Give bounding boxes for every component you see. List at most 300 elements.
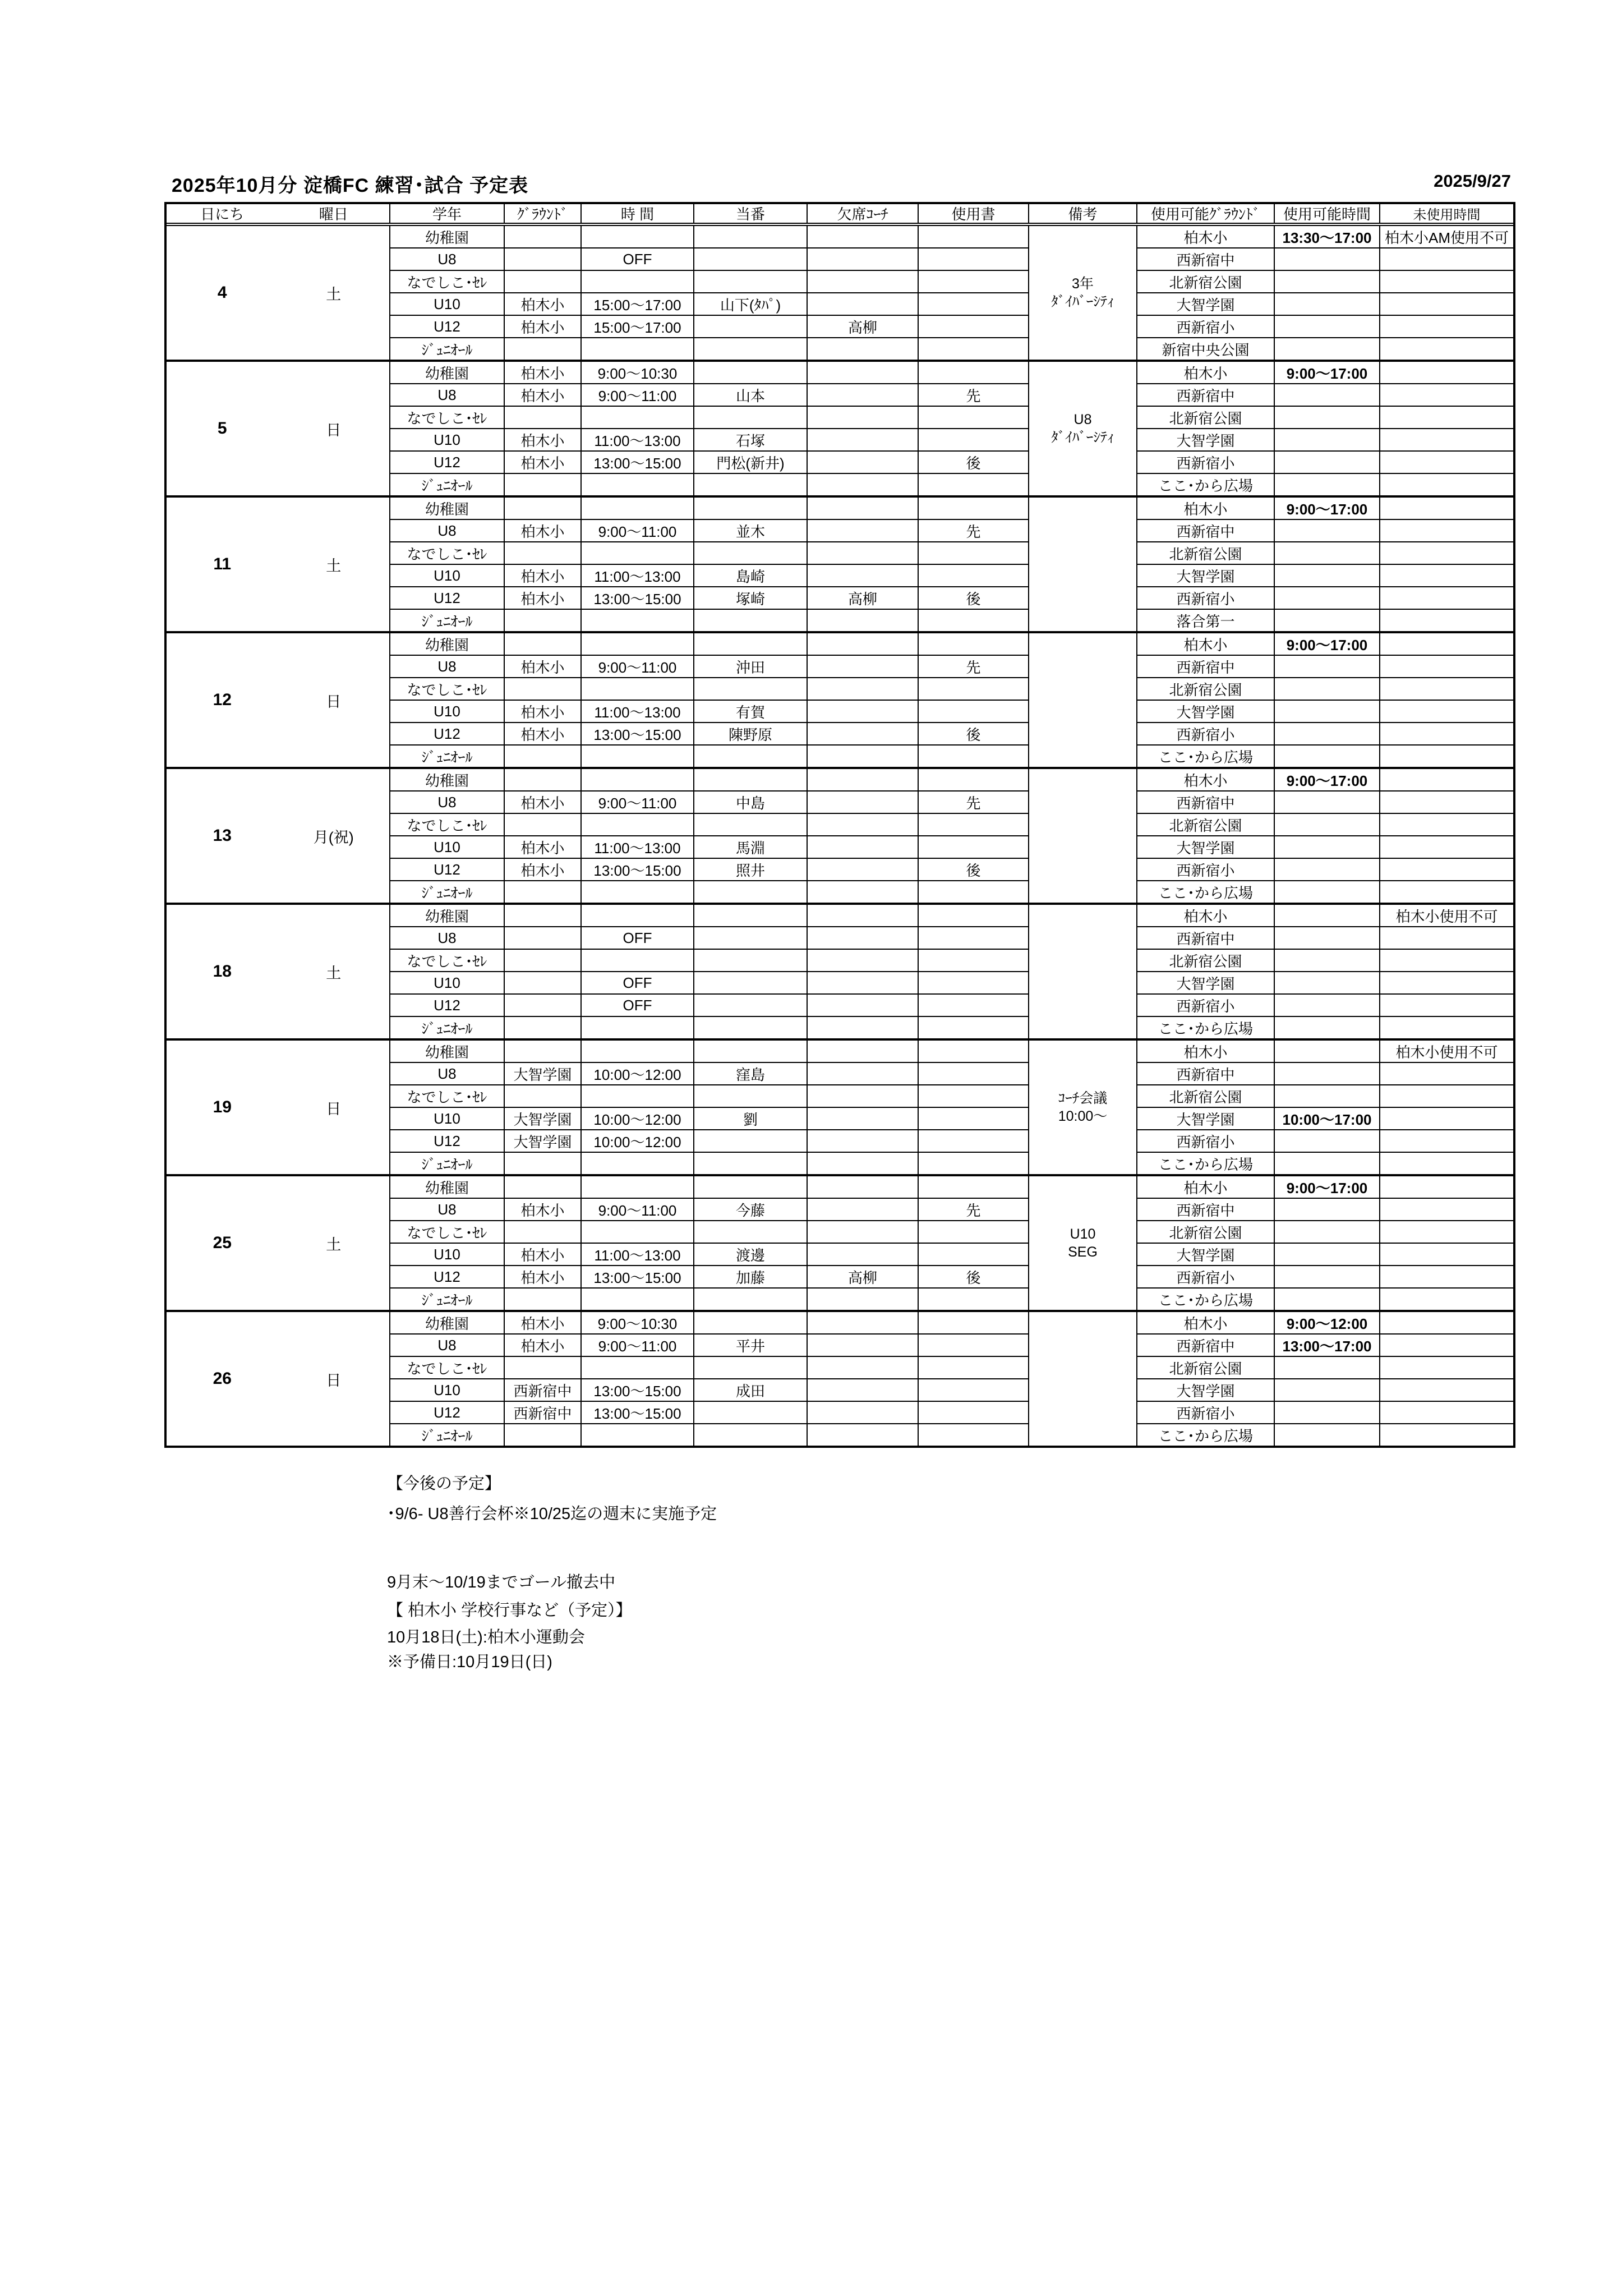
grade-cell: U10 xyxy=(389,293,504,315)
ground-cell xyxy=(504,474,580,495)
grade-cell: なでしこ･ｾﾚ xyxy=(389,542,504,564)
available-time-cell xyxy=(1274,520,1379,541)
schedule-row xyxy=(389,677,1028,700)
grade-cell: 幼稚園 xyxy=(389,633,504,655)
header-date-area xyxy=(167,204,389,223)
duty-cell: 照井 xyxy=(693,859,807,880)
duty-cell xyxy=(693,1130,807,1152)
absent-coach-cell xyxy=(807,407,918,428)
duty-cell xyxy=(693,769,807,790)
time-cell xyxy=(580,1085,693,1107)
available-time-cell xyxy=(1274,1199,1379,1220)
available-ground-cell: 大智学園 xyxy=(1136,1379,1274,1401)
duty-cell: 平井 xyxy=(693,1335,807,1356)
absent-coach-cell xyxy=(807,429,918,450)
revision-date: 2025/9/27 xyxy=(1434,171,1511,191)
absent-coach-cell xyxy=(807,769,918,790)
ground-cell xyxy=(504,610,580,631)
availability-row xyxy=(1136,473,1513,495)
time-cell: 9:00～10:30 xyxy=(580,362,693,383)
date-number: 25 xyxy=(213,1234,232,1252)
time-cell: 13:00～15:00 xyxy=(580,1379,693,1401)
schedule-row xyxy=(389,633,1028,655)
grade-cell: なでしこ･ｾﾚ xyxy=(389,271,504,292)
available-time-cell xyxy=(1274,950,1379,971)
absent-coach-cell xyxy=(807,972,918,993)
usage-doc-cell: 先 xyxy=(918,656,1028,677)
duty-cell xyxy=(693,226,807,247)
note-school-event: 10月18日(土):柏木小運動会 xyxy=(387,1628,585,1646)
grade-cell: U12 xyxy=(389,1266,504,1287)
absent-coach-cell xyxy=(807,1017,918,1038)
grade-cell: U10 xyxy=(389,1379,504,1401)
unused-time-cell: 柏木小使用不可 xyxy=(1379,905,1513,926)
usage-doc-cell xyxy=(918,1176,1028,1198)
duty-cell xyxy=(693,316,807,337)
schedule-row xyxy=(389,247,1028,270)
ground-cell xyxy=(504,1041,580,1062)
schedule-day-group xyxy=(167,1174,1513,1310)
absent-coach-cell xyxy=(807,1424,918,1446)
usage-doc-cell xyxy=(918,950,1028,971)
schedule-row xyxy=(389,1016,1028,1038)
time-cell: OFF xyxy=(580,249,693,270)
usage-doc-cell: 先 xyxy=(918,384,1028,406)
grade-cell: ｼﾞｭﾆｵｰﾙ xyxy=(389,1017,504,1038)
availability-row xyxy=(1136,586,1513,609)
absent-coach-cell xyxy=(807,384,918,406)
duty-cell xyxy=(693,1085,807,1107)
ground-cell: 大智学園 xyxy=(504,1063,580,1084)
date-cell xyxy=(167,226,389,360)
unused-time-cell xyxy=(1379,316,1513,337)
grade-cell: U12 xyxy=(389,723,504,744)
schedule-day-group xyxy=(167,360,1513,495)
usage-doc-cell xyxy=(918,1312,1028,1333)
schedule-row xyxy=(389,1287,1028,1310)
schedule-row xyxy=(389,406,1028,428)
unused-time-cell xyxy=(1379,249,1513,270)
usage-doc-cell xyxy=(918,1357,1028,1378)
unused-time-cell xyxy=(1379,338,1513,360)
available-ground-cell: 大智学園 xyxy=(1136,429,1274,450)
grade-cell: U8 xyxy=(389,1199,504,1220)
time-cell: 11:00～13:00 xyxy=(580,429,693,450)
ground-cell: 柏木小 xyxy=(504,701,580,722)
available-ground-cell: 西新宿小 xyxy=(1136,316,1274,337)
time-cell xyxy=(580,881,693,903)
remarks-line: 10:00～ xyxy=(1058,1108,1108,1124)
table-header-row xyxy=(167,204,1513,226)
unused-time-cell xyxy=(1379,407,1513,428)
header-time: 時 間 xyxy=(580,204,693,223)
absent-coach-cell xyxy=(807,338,918,360)
grade-cell: U8 xyxy=(389,792,504,813)
time-cell: 10:00～12:00 xyxy=(580,1130,693,1152)
unused-time-cell xyxy=(1379,1221,1513,1243)
header-remarks: 備考 xyxy=(1028,204,1136,223)
absent-coach-cell xyxy=(807,474,918,495)
usage-doc-cell: 先 xyxy=(918,1199,1028,1220)
grade-cell: なでしこ･ｾﾚ xyxy=(389,950,504,971)
time-cell: 9:00～11:00 xyxy=(580,1335,693,1356)
absent-coach-cell xyxy=(807,498,918,519)
schedule-row xyxy=(389,498,1028,519)
available-time-cell xyxy=(1274,249,1379,270)
schedule-row xyxy=(389,270,1028,292)
absent-coach-cell xyxy=(807,633,918,655)
remarks-line: U8 xyxy=(1073,411,1092,427)
unused-time-cell xyxy=(1379,384,1513,406)
absent-coach-cell xyxy=(807,905,918,926)
unused-time-cell xyxy=(1379,1017,1513,1038)
unused-time-cell xyxy=(1379,542,1513,564)
availability-row xyxy=(1136,1401,1513,1423)
schedule-day-group xyxy=(167,1310,1513,1446)
grade-cell: なでしこ･ｾﾚ xyxy=(389,1221,504,1243)
time-cell xyxy=(580,610,693,631)
schedule-row xyxy=(389,1129,1028,1152)
schedule-row xyxy=(389,362,1028,383)
remarks-cell xyxy=(1028,1312,1136,1446)
ground-cell xyxy=(504,972,580,993)
date-cell xyxy=(167,1176,389,1310)
available-time-cell: 9:00～17:00 xyxy=(1274,633,1379,655)
available-ground-cell: 西新宿小 xyxy=(1136,1266,1274,1287)
note-school-reserve-date: ※予備日:10月19日(日) xyxy=(387,1653,552,1671)
absent-coach-cell xyxy=(807,927,918,949)
duty-cell xyxy=(693,995,807,1016)
absent-coach-cell xyxy=(807,542,918,564)
available-time-cell xyxy=(1274,1424,1379,1446)
unused-time-cell xyxy=(1379,746,1513,767)
ground-cell: 柏木小 xyxy=(504,1266,580,1287)
duty-cell xyxy=(693,746,807,767)
day-of-week: 日 xyxy=(326,1372,342,1389)
schedule-row xyxy=(389,971,1028,993)
available-ground-cell: 柏木小 xyxy=(1136,1312,1274,1333)
grade-cell: なでしこ･ｾﾚ xyxy=(389,678,504,700)
usage-doc-cell xyxy=(918,1153,1028,1174)
ground-cell: 西新宿中 xyxy=(504,1379,580,1401)
day-of-week: 土 xyxy=(326,557,342,574)
availability-row xyxy=(1136,564,1513,586)
duty-cell: 石塚 xyxy=(693,429,807,450)
practice-block xyxy=(389,633,1028,767)
time-cell: OFF xyxy=(580,972,693,993)
ground-cell xyxy=(504,950,580,971)
available-time-cell xyxy=(1274,905,1379,926)
time-cell xyxy=(580,474,693,495)
ground-cell xyxy=(504,1424,580,1446)
duty-cell: 渡邊 xyxy=(693,1244,807,1265)
usage-doc-cell xyxy=(918,610,1028,631)
availability-row xyxy=(1136,1176,1513,1198)
available-time-cell xyxy=(1274,1063,1379,1084)
available-time-cell xyxy=(1274,995,1379,1016)
available-time-cell xyxy=(1274,859,1379,880)
time-cell xyxy=(580,407,693,428)
available-ground-cell: 西新宿中 xyxy=(1136,656,1274,677)
usage-doc-cell: 先 xyxy=(918,520,1028,541)
available-ground-cell: 北新宿公園 xyxy=(1136,271,1274,292)
usage-doc-cell: 後 xyxy=(918,587,1028,609)
grade-cell: U12 xyxy=(389,995,504,1016)
unused-time-cell xyxy=(1379,1153,1513,1174)
time-cell: OFF xyxy=(580,927,693,949)
schedule-row xyxy=(389,700,1028,722)
usage-doc-cell xyxy=(918,362,1028,383)
grade-cell: U8 xyxy=(389,1063,504,1084)
available-ground-cell: 柏木小 xyxy=(1136,1176,1274,1198)
availability-row xyxy=(1136,362,1513,383)
available-ground-cell: 西新宿小 xyxy=(1136,452,1274,473)
date-cell xyxy=(167,1312,389,1446)
available-ground-cell: 西新宿中 xyxy=(1136,1063,1274,1084)
date-number: 18 xyxy=(213,962,232,981)
grade-cell: U10 xyxy=(389,701,504,722)
schedule-row xyxy=(389,609,1028,631)
available-time-cell xyxy=(1274,1402,1379,1423)
time-cell xyxy=(580,633,693,655)
usage-doc-cell xyxy=(918,338,1028,360)
absent-coach-cell xyxy=(807,1085,918,1107)
schedule-row xyxy=(389,428,1028,450)
day-of-week: 土 xyxy=(326,964,342,982)
practice-block xyxy=(389,1176,1028,1310)
grade-cell: 幼稚園 xyxy=(389,498,504,519)
duty-cell: 加藤 xyxy=(693,1266,807,1287)
unused-time-cell xyxy=(1379,1357,1513,1378)
availability-row xyxy=(1136,993,1513,1016)
usage-doc-cell xyxy=(918,1108,1028,1129)
duty-cell: 馬淵 xyxy=(693,836,807,858)
availability-row xyxy=(1136,835,1513,858)
date-cell xyxy=(167,1041,389,1174)
availability-row xyxy=(1136,769,1513,790)
duty-cell xyxy=(693,407,807,428)
availability-row xyxy=(1136,1356,1513,1378)
ground-cell: 柏木小 xyxy=(504,656,580,677)
usage-doc-cell xyxy=(918,881,1028,903)
grade-cell: 幼稚園 xyxy=(389,769,504,790)
time-cell: 15:00～17:00 xyxy=(580,293,693,315)
ground-cell xyxy=(504,746,580,767)
unused-time-cell xyxy=(1379,1335,1513,1356)
available-ground-cell: 北新宿公園 xyxy=(1136,678,1274,700)
available-time-cell xyxy=(1274,1357,1379,1378)
header-unused-time: 未使用時間 xyxy=(1379,204,1513,223)
grade-cell: U12 xyxy=(389,1130,504,1152)
available-time-cell: 9:00～12:00 xyxy=(1274,1312,1379,1333)
availability-row xyxy=(1136,383,1513,406)
available-ground-cell: 柏木小 xyxy=(1136,226,1274,247)
available-time-cell xyxy=(1274,927,1379,949)
ground-cell: 柏木小 xyxy=(504,429,580,450)
duty-cell: 成田 xyxy=(693,1379,807,1401)
available-time-cell xyxy=(1274,316,1379,337)
time-cell: 15:00～17:00 xyxy=(580,316,693,337)
availability-row xyxy=(1136,1265,1513,1287)
time-cell: 10:00～12:00 xyxy=(580,1063,693,1084)
ground-cell: 柏木小 xyxy=(504,316,580,337)
available-ground-cell: 西新宿中 xyxy=(1136,1335,1274,1356)
usage-doc-cell xyxy=(918,1289,1028,1310)
grade-cell: U12 xyxy=(389,587,504,609)
absent-coach-cell xyxy=(807,814,918,835)
ground-cell xyxy=(504,995,580,1016)
header-absent-coach: 欠席ｺｰﾁ xyxy=(807,204,918,223)
duty-cell xyxy=(693,905,807,926)
available-time-cell xyxy=(1274,1017,1379,1038)
unused-time-cell xyxy=(1379,565,1513,586)
duty-cell xyxy=(693,610,807,631)
schedule-row xyxy=(389,1333,1028,1356)
schedule-row xyxy=(389,1265,1028,1287)
schedule-row xyxy=(389,1176,1028,1198)
time-cell xyxy=(580,498,693,519)
time-cell xyxy=(580,1041,693,1062)
time-cell: 11:00～13:00 xyxy=(580,1244,693,1265)
ground-cell xyxy=(504,542,580,564)
time-cell: 13:00～15:00 xyxy=(580,1266,693,1287)
date-cell xyxy=(167,362,389,495)
time-cell: 13:00～15:00 xyxy=(580,587,693,609)
available-ground-cell: 新宿中央公園 xyxy=(1136,338,1274,360)
duty-cell xyxy=(693,881,807,903)
time-cell xyxy=(580,1176,693,1198)
duty-cell: 劉 xyxy=(693,1108,807,1129)
available-ground-cell: 西新宿中 xyxy=(1136,520,1274,541)
absent-coach-cell xyxy=(807,293,918,315)
unused-time-cell xyxy=(1379,587,1513,609)
ground-cell xyxy=(504,1289,580,1310)
remarks-cell xyxy=(1028,633,1136,767)
available-time-cell xyxy=(1274,271,1379,292)
unused-time-cell xyxy=(1379,836,1513,858)
absent-coach-cell xyxy=(807,1312,918,1333)
ground-cell: 柏木小 xyxy=(504,587,580,609)
date-number: 19 xyxy=(213,1098,232,1116)
time-cell xyxy=(580,1289,693,1310)
usage-doc-cell xyxy=(918,1085,1028,1107)
usage-doc-cell: 後 xyxy=(918,1266,1028,1287)
absent-coach-cell xyxy=(807,1335,918,1356)
grade-cell: ｼﾞｭﾆｵｰﾙ xyxy=(389,610,504,631)
availability-row xyxy=(1136,226,1513,247)
note-goal-removal: 9月末～10/19までゴール撤去中 xyxy=(387,1573,616,1591)
unused-time-cell xyxy=(1379,1312,1513,1333)
availability-row xyxy=(1136,428,1513,450)
duty-cell xyxy=(693,1289,807,1310)
date-cell xyxy=(167,905,389,1038)
availability-block xyxy=(1136,226,1513,360)
usage-doc-cell xyxy=(918,972,1028,993)
availability-row xyxy=(1136,677,1513,700)
usage-doc-cell xyxy=(918,746,1028,767)
grade-cell: 幼稚園 xyxy=(389,905,504,926)
available-ground-cell: 西新宿中 xyxy=(1136,384,1274,406)
availability-row xyxy=(1136,1062,1513,1084)
unused-time-cell xyxy=(1379,520,1513,541)
availability-block xyxy=(1136,1176,1513,1310)
available-time-cell xyxy=(1274,610,1379,631)
day-of-week: 土 xyxy=(326,286,342,303)
absent-coach-cell xyxy=(807,1199,918,1220)
time-cell: 9:00～11:00 xyxy=(580,1199,693,1220)
availability-row xyxy=(1136,519,1513,541)
grade-cell: U10 xyxy=(389,565,504,586)
unused-time-cell xyxy=(1379,1199,1513,1220)
availability-row xyxy=(1136,1333,1513,1356)
available-ground-cell: 北新宿公園 xyxy=(1136,950,1274,971)
grade-cell: U12 xyxy=(389,316,504,337)
absent-coach-cell xyxy=(807,520,918,541)
usage-doc-cell xyxy=(918,1244,1028,1265)
schedule-row xyxy=(389,1356,1028,1378)
unused-time-cell xyxy=(1379,972,1513,993)
absent-coach-cell xyxy=(807,1379,918,1401)
available-ground-cell: 西新宿小 xyxy=(1136,587,1274,609)
duty-cell: 有賀 xyxy=(693,701,807,722)
date-number: 5 xyxy=(217,419,227,438)
unused-time-cell xyxy=(1379,859,1513,880)
grade-cell: U8 xyxy=(389,656,504,677)
grade-cell: なでしこ･ｾﾚ xyxy=(389,1357,504,1378)
schedule-row xyxy=(389,1041,1028,1062)
unused-time-cell xyxy=(1379,1289,1513,1310)
schedule-day-group xyxy=(167,767,1513,903)
availability-block xyxy=(1136,362,1513,495)
absent-coach-cell xyxy=(807,656,918,677)
availability-block xyxy=(1136,1041,1513,1174)
duty-cell xyxy=(693,1221,807,1243)
remarks-line: 3年 xyxy=(1072,275,1094,292)
usage-doc-cell xyxy=(918,1379,1028,1401)
available-ground-cell: 西新宿小 xyxy=(1136,859,1274,880)
available-time-cell xyxy=(1274,565,1379,586)
unused-time-cell xyxy=(1379,1266,1513,1287)
grade-cell: なでしこ･ｾﾚ xyxy=(389,1085,504,1107)
available-ground-cell: 柏木小 xyxy=(1136,498,1274,519)
unused-time-cell xyxy=(1379,1108,1513,1129)
ground-cell: 柏木小 xyxy=(504,859,580,880)
day-of-week: 日 xyxy=(326,421,342,439)
ground-cell xyxy=(504,881,580,903)
absent-coach-cell xyxy=(807,1402,918,1423)
date-number: 26 xyxy=(213,1369,232,1388)
schedule-row xyxy=(389,541,1028,564)
grade-cell: U10 xyxy=(389,1108,504,1129)
time-cell xyxy=(580,1357,693,1378)
duty-cell xyxy=(693,249,807,270)
availability-row xyxy=(1136,880,1513,903)
remarks-line: ﾀﾞｲﾊﾞｰｼﾃｨ xyxy=(1051,430,1114,445)
time-cell: OFF xyxy=(580,995,693,1016)
unused-time-cell xyxy=(1379,271,1513,292)
available-time-cell xyxy=(1274,1130,1379,1152)
practice-block xyxy=(389,498,1028,631)
availability-row xyxy=(1136,609,1513,631)
availability-row xyxy=(1136,655,1513,677)
time-cell xyxy=(580,338,693,360)
unused-time-cell xyxy=(1379,293,1513,315)
duty-cell xyxy=(693,1357,807,1378)
available-time-cell xyxy=(1274,678,1379,700)
available-time-cell xyxy=(1274,474,1379,495)
schedule-row xyxy=(389,450,1028,473)
usage-doc-cell xyxy=(918,1063,1028,1084)
